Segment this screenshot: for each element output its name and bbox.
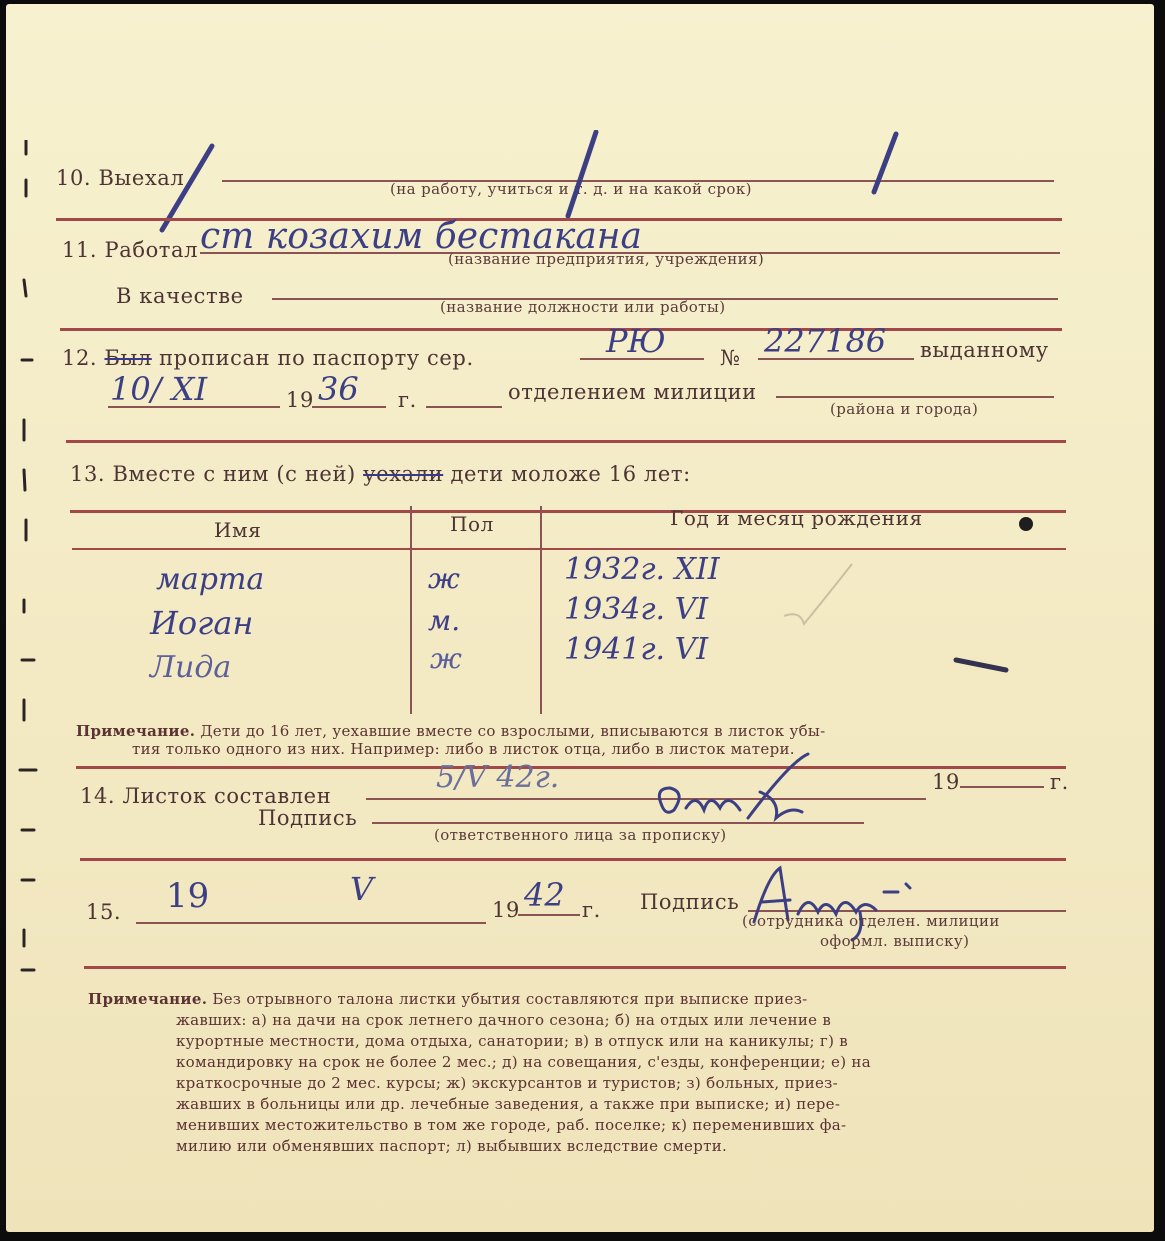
item13-label-start: 13. Вместе с ним (с ней) [70,462,356,486]
column-header-sex: Пол [450,512,494,536]
column-header-birth: Год и месяц рождения [670,506,923,530]
child-3-sex: ж [430,642,462,675]
section-rule-15 [84,966,1066,969]
child-3-name: Лида [150,650,232,685]
item15-year-suffix: г. [582,898,601,922]
child-2-name: Иоган [150,604,254,642]
office-line [776,396,1054,398]
item13-struck-word: уехали [363,462,444,486]
item13-label-end: дети моложе 16 лет: [450,462,691,486]
tear-off-edge [14,140,44,1040]
item15-hint-1: (сотрудника отделен. милиции [742,912,1000,930]
table-marks [760,506,1060,686]
section-rule-12 [66,440,1066,443]
footnote-line-1-text: Без отрывного талона листки убытия составляются при выписке приез- [212,990,808,1008]
footnote-line-2: жавших: а) на дачи на срок летнего дачного сезона; б) на отдых или лечение в [176,1011,832,1029]
child-1-birth: 1932г. XII [564,552,720,587]
item15-year-prefix: 19 [492,898,520,922]
position-hint: (название должности или работы) [440,298,726,316]
item14-date-value: 5/V 42г. [436,760,560,795]
column-header-name: Имя [214,518,262,542]
item14-signature-label: Подпись [258,806,358,830]
footnote-line-8: милию или обменявших паспорт; л) выбывших вследствие смерти. [176,1137,728,1155]
item14-year-line [960,786,1044,788]
footnote-line-4: командировку на срок не более 2 мес.; д) на совещания, с'езды, конференции; е) на [176,1053,871,1071]
position-label: В качестве [116,284,244,308]
office-label: отделением милиции [508,380,757,404]
child-1-name: марта [156,562,265,597]
section-rule-11 [60,328,1062,331]
item10-label: 10. Выехал [56,166,185,190]
item15-signature-label: Подпись [640,890,740,914]
item12-struck-word: Был [104,346,152,370]
table-note [76,722,826,740]
passport-number-value: 227186 [764,322,887,360]
issued-label: выданному [920,338,1049,362]
number-label: № [720,346,741,370]
child-2-sex: м. [428,604,461,637]
child-3-birth: 1941г. VI [564,632,709,667]
office-hint: (района и города) [830,400,979,418]
footnote-label: Примечание. [88,990,208,1008]
footnote-line-3: курортные местности, дома отдыха, санатории; в) в отпуск или на каникулы; г) в [176,1032,849,1050]
section-rule-13 [76,766,1066,769]
footnote-line-7: менивших местожительство в том же городе, раб. поселке; к) переменивших фа- [176,1116,847,1134]
footnote-line-1 [88,990,808,1008]
item15-year-line [518,914,580,916]
item15-hint-2: оформл. выписку) [820,932,970,950]
year-suffix: г. [398,388,417,412]
item11-hint: (название предприятия, учреждения) [448,250,765,268]
table-note-label: Примечание. [76,722,196,740]
item15-day-value: 19 [166,876,210,916]
item14-year-suffix: г. [1050,770,1069,794]
section-rule-14 [80,858,1066,861]
item10-hint: (на работу, учиться и т. д. и на какой срок) [390,180,752,198]
table-divider-2 [540,506,542,714]
pre-office-line [426,406,502,408]
item14-year-prefix: 19 [932,770,960,794]
item15-signature [744,862,924,942]
item15-date-line [136,922,486,924]
footnote-line-6: жавших в больницы или др. лечебные заведения, а также при выписке; и) пере- [176,1095,841,1113]
item15-month-value: V [350,870,374,908]
footnote-line-5: краткосрочные до 2 мес. курсы; ж) экскурсантов и туристов; з) больных, приез- [176,1074,839,1092]
item12-number: 12. [62,346,98,370]
passport-series-value: РЮ [606,322,666,360]
item11-label: 11. Работал [62,238,199,262]
child-2-birth: 1934г. VI [564,592,709,627]
table-note-line2: тия только одного из них. Например: либо в листок отца, либо в листок матери. [132,740,795,758]
table-divider-1 [410,506,412,714]
item14-label: 14. Листок составлен [80,784,332,808]
item12-label [62,346,474,370]
item15-year-value: 42 [524,876,565,914]
workplace-value: ст козахим бестакана [200,216,642,257]
year-prefix: 19 [286,388,314,412]
item13-label [70,462,691,486]
table-note-line1: Дети до 16 лет, уехавшие вместе со взрослыми, вписываются в листок убы- [200,722,826,740]
item14-signature-hint: (ответственного лица за прописку) [434,826,727,844]
issue-year-value: 36 [318,370,359,408]
issue-date-value: 10/ XI [110,370,208,408]
item15-label: 15. [86,900,122,924]
child-1-sex: ж [428,562,460,595]
item12-label-text: прописан по паспорту сер. [159,346,474,370]
